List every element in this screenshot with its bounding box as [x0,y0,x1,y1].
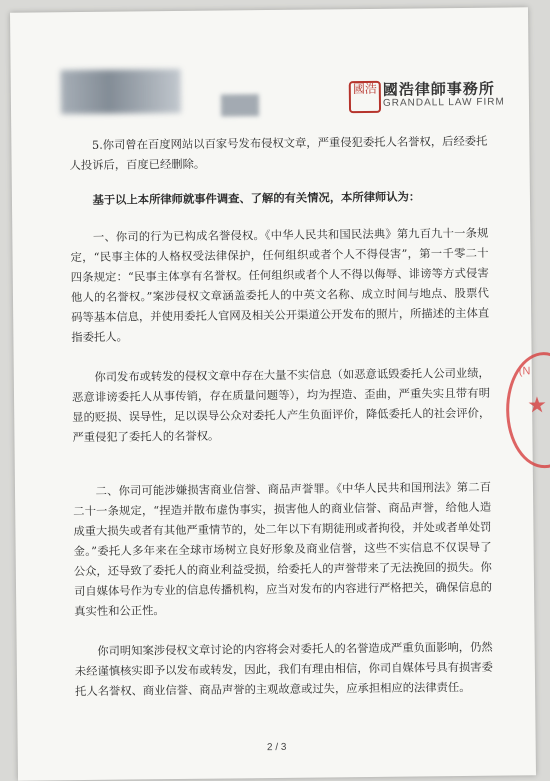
paragraph-opinion-intro: 基于以上本所律师就事件调查、了解的有关情况，本所律师认为： [92,189,421,207]
star-icon: ★ [527,393,548,419]
firm-name-english: GRANDALL LAW FIRM [382,96,505,109]
document-page [10,7,548,780]
redacted-area [61,69,181,114]
firm-logo: 國浩 [349,81,381,113]
paragraph-point-1: 一、你司的行为已构成名誉侵权。《中华人民共和国民法典》第九百九十一条规定，“民事主体的人格权受法律保护，任何组织或者个人不得侵害”，第一千零二十四条规定：“民事主体享有名誉权。任何组织或者个人不得以侮辱、诽谤等方式侵害他人的名誉权。”案涉侵权文章涵盖委托人的中英文名称、成立时间与地点、股票代码等基本信息，并使用委托人官网及相关公开渠道公开发布的照片，所描述的主体直指委托人。 [70,226,490,345]
paragraph-item-5: 5.你司曾在百度网站以百家号发布侵权文章，严重侵犯委托人名誉权，后经委托人投诉后，百度已经删除。 [69,134,488,173]
page-number: 2 / 3 [266,741,287,754]
paragraph-point-2: 二、你司可能涉嫌损害商业信誉、商品声誉罪。《中华人民共和国刑法》第二百二十一条规定，“捏造并散布虚伪事实，损害他人的商业信誉、商品声誉，给他人造成重大损失或者有其他严重情节的，处二年以下有期徒刑或者拘役，并处或者单处罚金。”委托人多年来在全球市场树立良好形象及商业信誉，这些不实信息不仅误导了公众，还导致了委托人的商业利益受损，给委托人的声誉带来了无法挽回的损失。你司自媒体号作为专业的信息传播机构，应当对发布的内容进行严格把关，确保信息的真实性和公正性。 [73,480,493,619]
paragraph-false-info: 你司发布或转发的侵权文章中存在大量不实信息（如恶意诋毁委托人公司业绩，恶意诽谤委托人从事传销，存在质量问题等），均为捏造、歪曲，严重失实且带有明显的贬损、误导性，足以误导公众对委托人产生负面评价，降低委托人的社会评价，严重侵犯了委托人的名誉权。 [71,366,491,445]
paragraph-conclusion: 你司明知案涉侵权文章讨论的内容将会对委托人的名誉造成严重负面影响，仍然未经谨慎核实即予以发布或转发，因此，我们有理由相信，你司自媒体号具有损害委托人名誉权、商业信誉、商品声誉的主观故意或过失，应承担相应的法律责任。 [74,640,493,699]
company-seal-stamp [506,352,550,469]
firm-name-chinese: 國浩律師事務所 [382,79,495,99]
stamp-text: (N [518,365,531,378]
redacted-area [221,94,259,116]
